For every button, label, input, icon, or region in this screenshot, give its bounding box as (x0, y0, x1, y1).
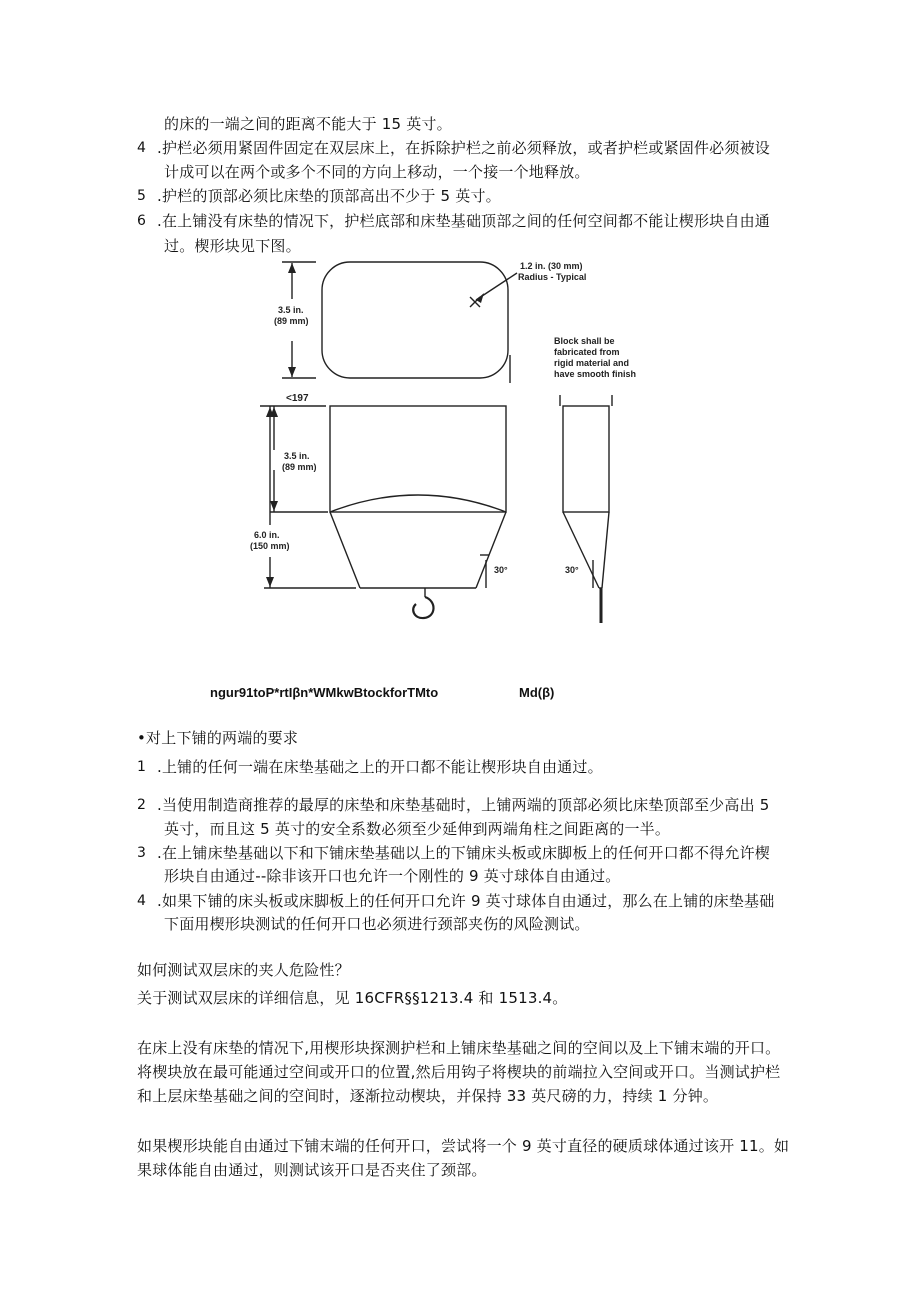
paragraph-line: 将楔块放在最可能通过空间或开口的位置,然后用钩子将楔块的前端拉入空间或开口。当测试护栏 (137, 1063, 781, 1081)
angle-right-label: 30° (565, 565, 579, 575)
item-text-line1: .护栏的顶部必须比床垫的顶部高出不少于 5 英寸。 (157, 187, 501, 205)
note-line2: fabricated from (554, 347, 620, 357)
item-text-line1: .护栏必须用紧固件固定在双层床上，在拆除护栏之前必须释放，或者护栏或紧固件必须被设 (157, 139, 770, 157)
item-number: 5 (137, 188, 146, 204)
section-heading: •对上下铺的两端的要求 (137, 729, 299, 747)
item-text-line1: .如果下铺的床头板或床脚板上的任何开口允许 9 英寸球体自由通过，那么在上铺的床垫基础 (157, 892, 775, 910)
item-text-line1: .上铺的任何一端在床垫基础之上的开口都不能让楔形块自由通过。 (157, 758, 603, 776)
paragraph-line: 果球体能自由通过，则测试该开口是否夹住了颈部。 (137, 1161, 487, 1179)
figure-caption: ngur91toP*rtIβn*WMkwBtockforTMto (210, 685, 439, 700)
item-number: 6 (137, 213, 146, 229)
radius-label-line1: 1.2 in. (30 mm) (520, 261, 583, 271)
note-line3: rigid material and (554, 358, 630, 368)
item-number: 1 (137, 759, 146, 775)
hook (413, 597, 433, 618)
paragraph-line: 在床上没有床垫的情况下,用楔形块探测护栏和上铺床垫基础之间的空间以及上下铺末端的开口。 (137, 1039, 781, 1057)
total-height-label: 6.0 in. (254, 530, 280, 540)
item-number: 2 (137, 797, 146, 813)
item-text-line2: 英寸，而且这 5 英寸的安全系数必须至少延伸到两端角柱之间距离的一半。 (164, 820, 671, 838)
top-view-block (322, 262, 508, 378)
mid-height-mm: (89 mm) (282, 462, 317, 472)
testing-question-heading: 如何测试双层床的夹人危险性？ (137, 961, 350, 979)
item-text-line2: 形块自由通过--除非该开口也允许一个刚性的 9 英寸球体自由通过。 (164, 867, 621, 885)
angle-left-label: 30° (494, 565, 508, 575)
top-height-mm: (89 mm) (274, 316, 309, 326)
item-text-line1: .当使用制造商推荐的最厚的床垫和床垫基础时，上铺两端的顶部必须比床垫顶部至少高出 5 (157, 796, 770, 814)
top-height-label: 3.5 in. (278, 305, 304, 315)
label-197: <197 (286, 393, 309, 404)
item-text-line2: 下面用楔形块测试的任何开口也必须进行颈部夹伤的风险测试。 (164, 915, 590, 933)
front-view-block (330, 406, 506, 512)
item-number: 3 (137, 845, 146, 861)
note-line1: Block shall be (554, 336, 615, 346)
item-number: 4 (137, 893, 146, 909)
item-text-line2: 计成可以在两个或多个不同的方向上移动，一个接一个地释放。 (164, 163, 590, 181)
side-view-block (563, 406, 609, 512)
item-text-line1: .在上铺床垫基础以下和下铺床垫基础以上的下铺床头板或床脚板上的任何开口都不得允许楔 (157, 844, 770, 862)
paragraph-line: 如果楔形块能自由通过下铺末端的任何开口，尝试将一个 9 英寸直径的硬质球体通过该开 11。如 (137, 1137, 790, 1155)
intro-line: 的床的一端之间的距离不能大于 15 英寸。 (164, 115, 452, 133)
paragraph-line: 和上层床垫基础之间的空间时，逐渐拉动楔块，并保持 33 英尺磅的力，持续 1 分钟。 (137, 1087, 719, 1105)
note-line4: have smooth finish (554, 369, 637, 379)
figure-caption-suffix: Md(β) (519, 685, 555, 700)
item-text-line1: .在上铺没有床垫的情况下，护栏底部和床垫基础顶部之间的任何空间都不能让楔形块自由通 (157, 212, 770, 230)
total-height-mm: (150 mm) (250, 541, 290, 551)
cfr-reference: 关于测试双层床的详细信息，见 16CFR§§1213.4 和 1513.4。 (137, 989, 568, 1007)
wedge-block-figure (240, 255, 660, 635)
mid-height-label: 3.5 in. (284, 451, 310, 461)
item-text-line2: 过。楔形块见下图。 (164, 237, 301, 255)
radius-label-line2: Radius - Typical (518, 272, 587, 282)
wedge-top-curve (330, 495, 506, 512)
item-number: 4 (137, 140, 146, 156)
